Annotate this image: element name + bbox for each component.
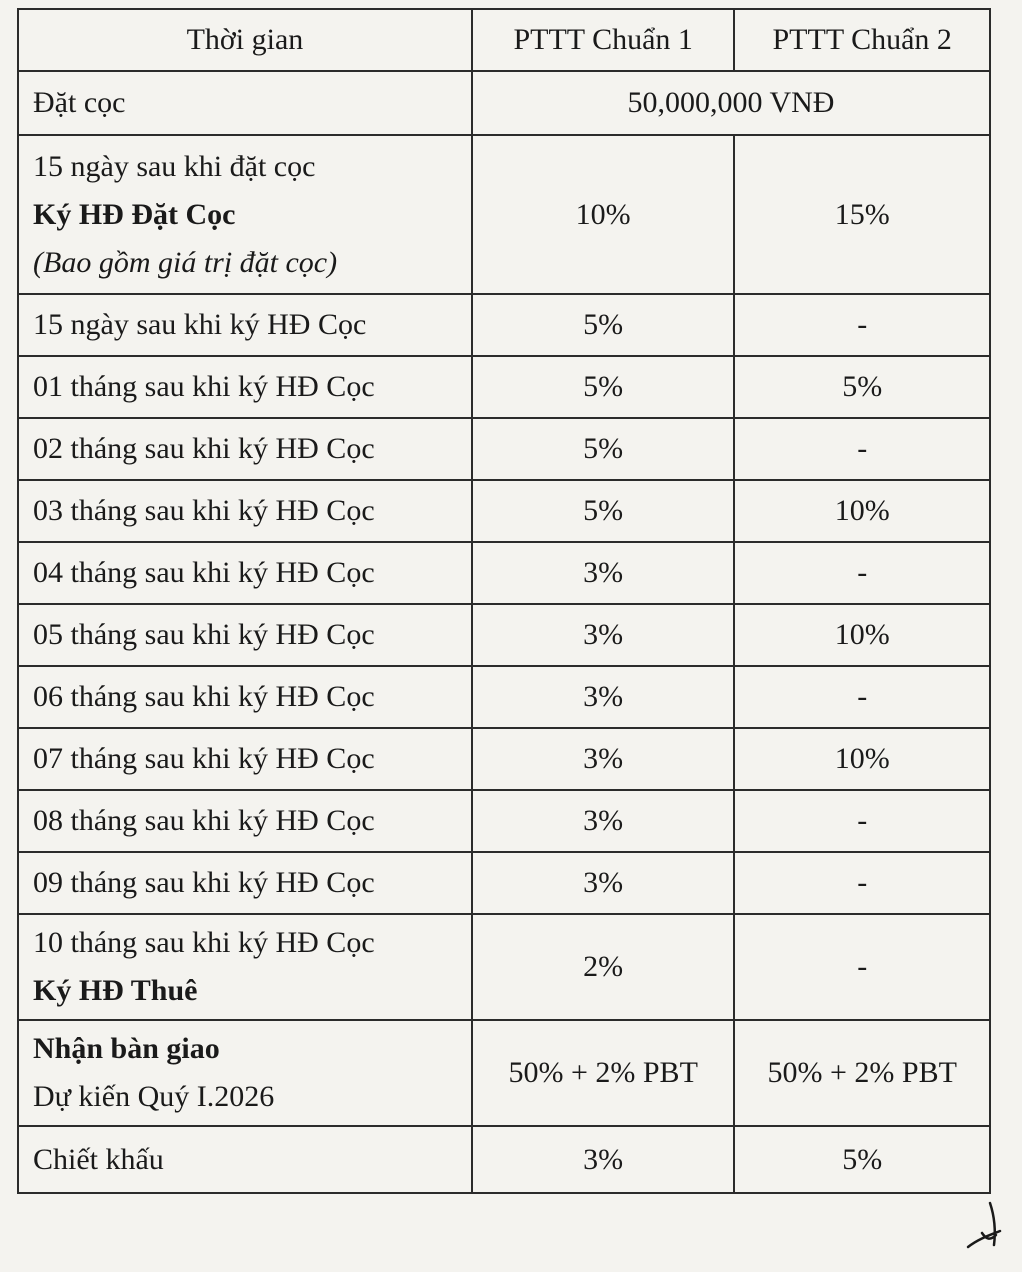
table-row (18, 790, 990, 852)
table-row (18, 542, 990, 604)
header-plan1: PTTT Chuẩn 1 (472, 9, 735, 71)
first-payment-plan1: 10% (472, 135, 735, 294)
row-plan1: 3% (472, 542, 735, 604)
first-payment-line2: Ký HĐ Đặt Cọc (33, 197, 236, 231)
table-row (18, 604, 990, 666)
row-plan1: 3% (472, 666, 735, 728)
row-plan2: 10% (734, 728, 990, 790)
discount-row (18, 1126, 990, 1193)
header-plan2: PTTT Chuẩn 2 (734, 9, 990, 71)
table-row (18, 480, 990, 542)
table-row (18, 852, 990, 914)
first-payment-line1: 15 ngày sau khi đặt cọc (33, 149, 316, 183)
lease-row (18, 914, 990, 1020)
row-plan1: 5% (472, 356, 735, 418)
discount-plan1: 3% (472, 1126, 735, 1193)
row-label: 07 tháng sau khi ký HĐ Cọc (18, 728, 472, 790)
deposit-label: Đặt cọc (18, 71, 472, 135)
row-plan2: 10% (734, 480, 990, 542)
table-row (18, 666, 990, 728)
first-payment-plan2: 15% (734, 135, 990, 294)
row-label: 08 tháng sau khi ký HĐ Cọc (18, 790, 472, 852)
row-plan1: 3% (472, 852, 735, 914)
row-plan2: - (734, 418, 990, 480)
row-label: 04 tháng sau khi ký HĐ Cọc (18, 542, 472, 604)
first-payment-line3: (Bao gồm giá trị đặt cọc) (33, 245, 338, 279)
row-plan1: 3% (472, 790, 735, 852)
row-plan2: 10% (734, 604, 990, 666)
row-plan2: - (734, 294, 990, 356)
discount-label: Chiết khấu (18, 1126, 472, 1193)
row-plan2: 5% (734, 356, 990, 418)
signature-mark (960, 1195, 1010, 1255)
row-plan1: 3% (472, 728, 735, 790)
row-label: 09 tháng sau khi ký HĐ Cọc (18, 852, 472, 914)
handover-row (18, 1020, 990, 1126)
handover-line2: Dự kiến Quý I.2026 (33, 1080, 275, 1113)
table-row (18, 418, 990, 480)
header-time: Thời gian (18, 9, 472, 71)
row-plan1: 3% (472, 604, 735, 666)
lease-plan1: 2% (472, 914, 735, 1020)
table-row (18, 728, 990, 790)
row-label: 02 tháng sau khi ký HĐ Cọc (18, 418, 472, 480)
handover-plan2: 50% + 2% PBT (734, 1020, 990, 1126)
lease-label (18, 914, 472, 1020)
handover-label (18, 1020, 472, 1126)
deposit-value: 50,000,000 VNĐ (472, 71, 990, 135)
row-label: 06 tháng sau khi ký HĐ Cọc (18, 666, 472, 728)
row-plan1: 5% (472, 294, 735, 356)
table-row (18, 356, 990, 418)
row-label: 03 tháng sau khi ký HĐ Cọc (18, 480, 472, 542)
lease-line2: Ký HĐ Thuê (33, 974, 198, 1007)
row-plan2: - (734, 852, 990, 914)
lease-plan2: - (734, 914, 990, 1020)
row-plan2: - (734, 666, 990, 728)
deposit-row (18, 71, 990, 135)
handover-line1: Nhận bàn giao (33, 1032, 220, 1065)
table-row (18, 294, 990, 356)
row-label: 15 ngày sau khi ký HĐ Cọc (18, 294, 472, 356)
first-payment-label (18, 135, 472, 294)
row-plan2: - (734, 542, 990, 604)
lease-line1: 10 tháng sau khi ký HĐ Cọc (33, 926, 375, 959)
first-payment-row (18, 135, 990, 294)
row-label: 01 tháng sau khi ký HĐ Cọc (18, 356, 472, 418)
discount-plan2: 5% (734, 1126, 990, 1193)
row-plan2: - (734, 790, 990, 852)
table-header-row (18, 9, 990, 71)
row-plan1: 5% (472, 418, 735, 480)
row-plan1: 5% (472, 480, 735, 542)
handover-plan1: 50% + 2% PBT (472, 1020, 735, 1126)
payment-schedule-table (17, 8, 991, 1194)
row-label: 05 tháng sau khi ký HĐ Cọc (18, 604, 472, 666)
